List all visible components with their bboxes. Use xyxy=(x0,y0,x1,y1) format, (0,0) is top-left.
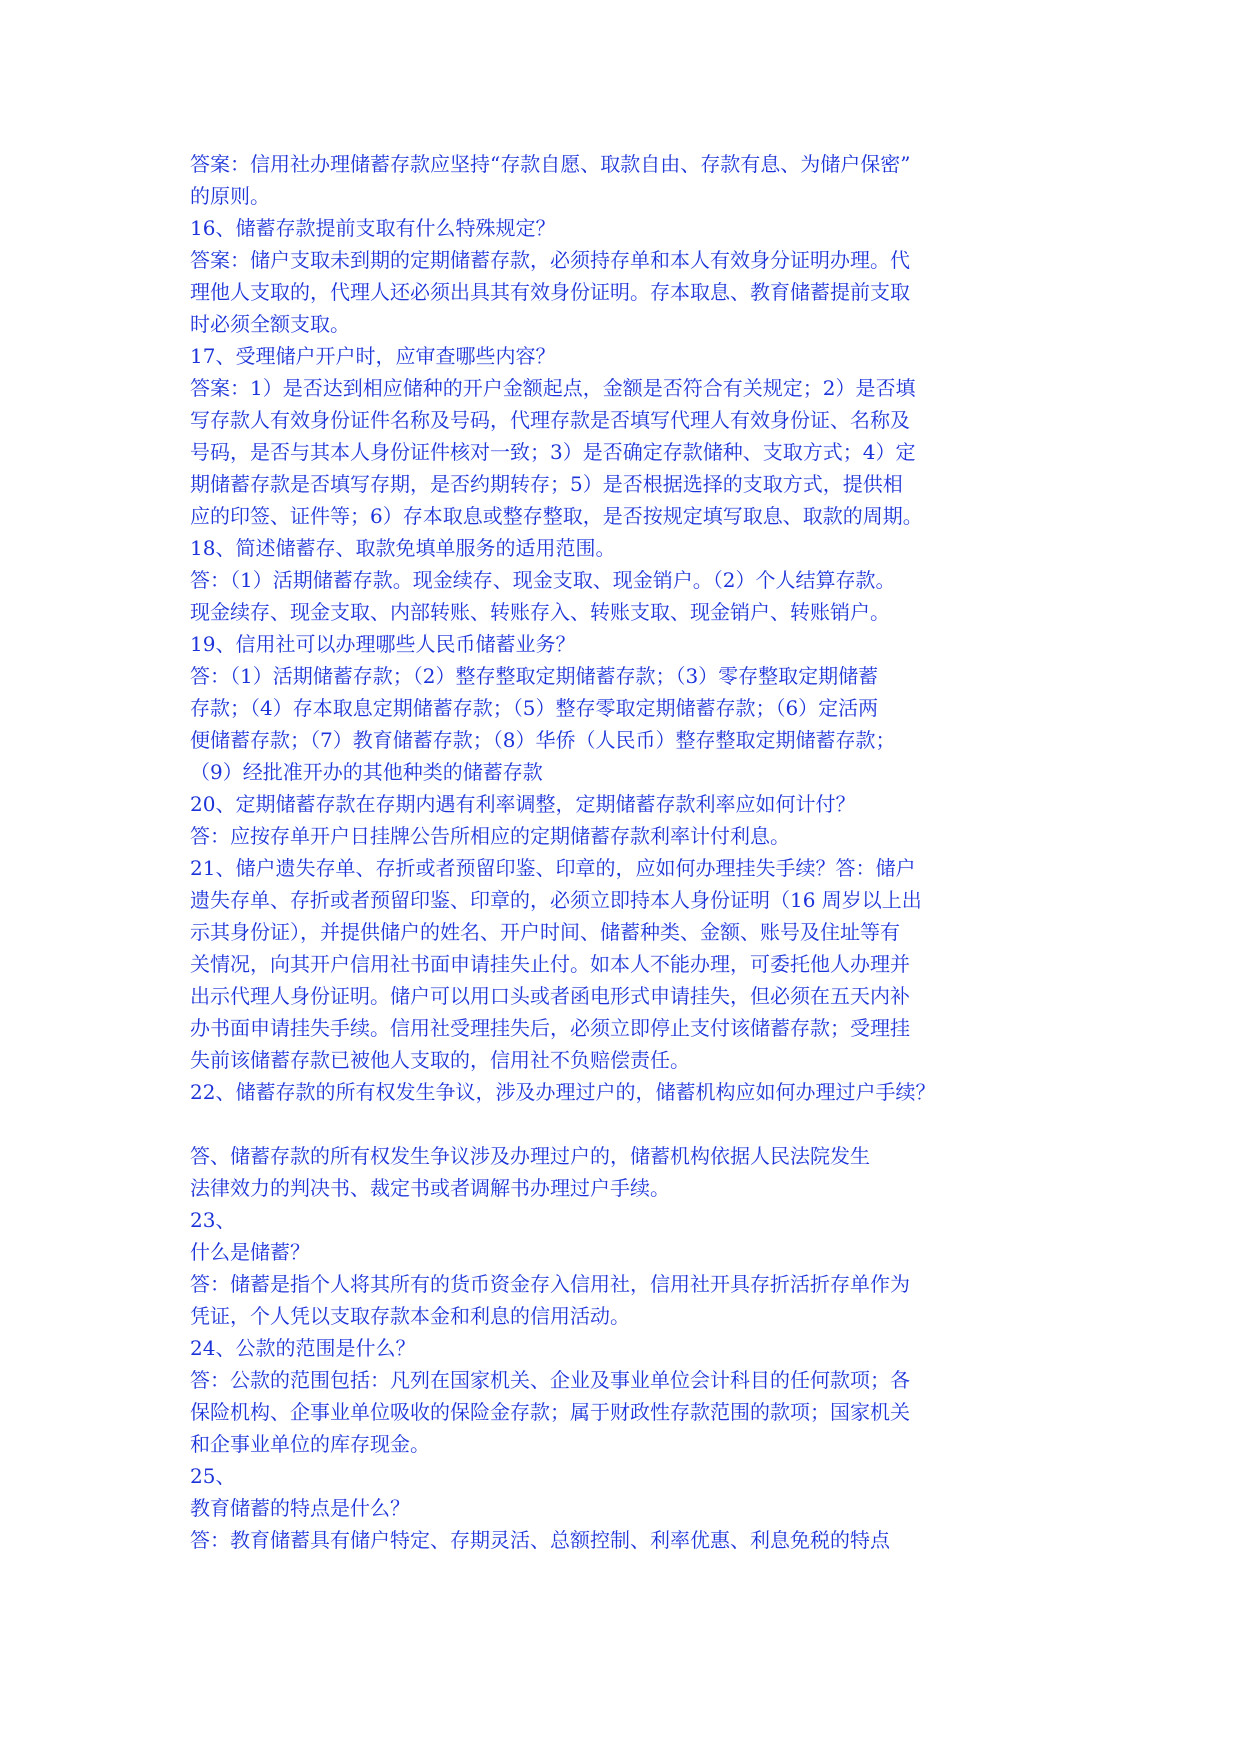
answer-line: 现金续存、现金支取、内部转账、转账存入、转账支取、现金销户、转账销户。 xyxy=(190,600,890,624)
question-21: 21、储户遗失存单、存折或者预留印鉴、印章的，应如何办理挂失手续？答：储户 xyxy=(190,856,916,880)
question-16: 16、储蓄存款提前支取有什么特殊规定？ xyxy=(190,216,556,240)
answer-line: 失前该储蓄存款已被他人支取的，信用社不负赔偿责任。 xyxy=(190,1048,690,1072)
answer-line: 答：应按存单开户日挂牌公告所相应的定期储蓄存款利率计付利息。 xyxy=(190,824,790,848)
answer-line: 应的印签、证件等；6）存本取息或整存整取，是否按规定填写取息、取款的周期。 xyxy=(190,504,923,528)
answer-line: 关情况，向其开户信用社书面申请挂失止付。如本人不能办理，可委托他人办理并 xyxy=(190,952,910,976)
answer-line: 答、储蓄存款的所有权发生争议涉及办理过户的，储蓄机构依据人民法院发生 xyxy=(190,1144,870,1168)
answer-line: 便储蓄存款；（7）教育储蓄存款；（8）华侨（人民币）整存整取定期储蓄存款； xyxy=(190,728,896,752)
answer-line: 示其身份证），并提供储户的姓名、开户时间、储蓄种类、金额、账号及住址等有 xyxy=(190,920,900,944)
answer-line: 存款；（4）存本取息定期储蓄存款；（5）整存零取定期储蓄存款；（6）定活两 xyxy=(190,696,879,720)
answer-line: 遗失存单、存折或者预留印鉴、印章的，必须立即持本人身份证明（16 周岁以上出 xyxy=(190,888,922,912)
answer-line: 期储蓄存款是否填写存期，是否约期转存；5）是否根据选择的支取方式，提供相 xyxy=(190,472,903,496)
question-22: 22、储蓄存款的所有权发生争议，涉及办理过户的，储蓄机构应如何办理过户手续？ xyxy=(190,1080,936,1104)
question-25-number: 25、 xyxy=(190,1464,236,1488)
answer-line: 答：（1）活期储蓄存款。现金续存、现金支取、现金销户。（2）个人结算存款。 xyxy=(190,568,896,592)
answer-line: 答案：储户支取未到期的定期储蓄存款，必须持存单和本人有效身分证明办理。代 xyxy=(190,248,910,272)
question-17: 17、受理储户开户时，应审查哪些内容？ xyxy=(190,344,556,368)
answer-line: 答案：1）是否达到相应储种的开户金额起点，金额是否符合有关规定；2）是否填 xyxy=(190,376,916,400)
question-24: 24、公款的范围是什么？ xyxy=(190,1336,416,1360)
question-23: 什么是储蓄？ xyxy=(190,1240,310,1264)
answer-line: 答：（1）活期储蓄存款；（2）整存整取定期储蓄存款；（3）零存整取定期储蓄 xyxy=(190,664,879,688)
answer-line: 写存款人有效身份证件名称及号码，代理存款是否填写代理人有效身份证、名称及 xyxy=(190,408,910,432)
answer-line: 理他人支取的，代理人还必须出具其有效身份证明。存本取息、教育储蓄提前支取 xyxy=(190,280,910,304)
answer-line: 的原则。 xyxy=(190,184,270,208)
answer-line: 出示代理人身份证明。储户可以用口头或者函电形式申请挂失，但必须在五天内补 xyxy=(190,984,910,1008)
question-19: 19、信用社可以办理哪些人民币储蓄业务？ xyxy=(190,632,576,656)
answer-line: 法律效力的判决书、裁定书或者调解书办理过户手续。 xyxy=(190,1176,670,1200)
answer-line: 答案：信用社办理储蓄存款应坚持“存款自愿、取款自由、存款有息、为储户保密” xyxy=(190,152,911,176)
answer-line: 保险机构、企事业单位吸收的保险金存款；属于财政性存款范围的款项；国家机关 xyxy=(190,1400,910,1424)
answer-line: 和企事业单位的库存现金。 xyxy=(190,1432,430,1456)
question-23-number: 23、 xyxy=(190,1208,236,1232)
answer-line: 答：储蓄是指个人将其所有的货币资金存入信用社，信用社开具存折活折存单作为 xyxy=(190,1272,910,1296)
answer-line: 时必须全额支取。 xyxy=(190,312,350,336)
question-20: 20、定期储蓄存款在存期内遇有利率调整，定期储蓄存款利率应如何计付？ xyxy=(190,792,856,816)
answer-line: 答：公款的范围包括：凡列在国家机关、企业及事业单位会计科目的任何款项；各 xyxy=(190,1368,910,1392)
question-25: 教育储蓄的特点是什么？ xyxy=(190,1496,410,1520)
answer-line: 号码，是否与其本人身份证件核对一致；3）是否确定存款储种、支取方式；4）定 xyxy=(190,440,916,464)
answer-line: 凭证，个人凭以支取存款本金和利息的信用活动。 xyxy=(190,1304,630,1328)
answer-line: 答：教育储蓄具有储户特定、存期灵活、总额控制、利率优惠、利息免税的特点 xyxy=(190,1528,890,1552)
answer-line: （9）经批准开办的其他种类的储蓄存款 xyxy=(190,760,543,784)
answer-line: 办书面申请挂失手续。信用社受理挂失后，必须立即停止支付该储蓄存款；受理挂 xyxy=(190,1016,910,1040)
question-18: 18、简述储蓄存、取款免填单服务的适用范围。 xyxy=(190,536,616,560)
